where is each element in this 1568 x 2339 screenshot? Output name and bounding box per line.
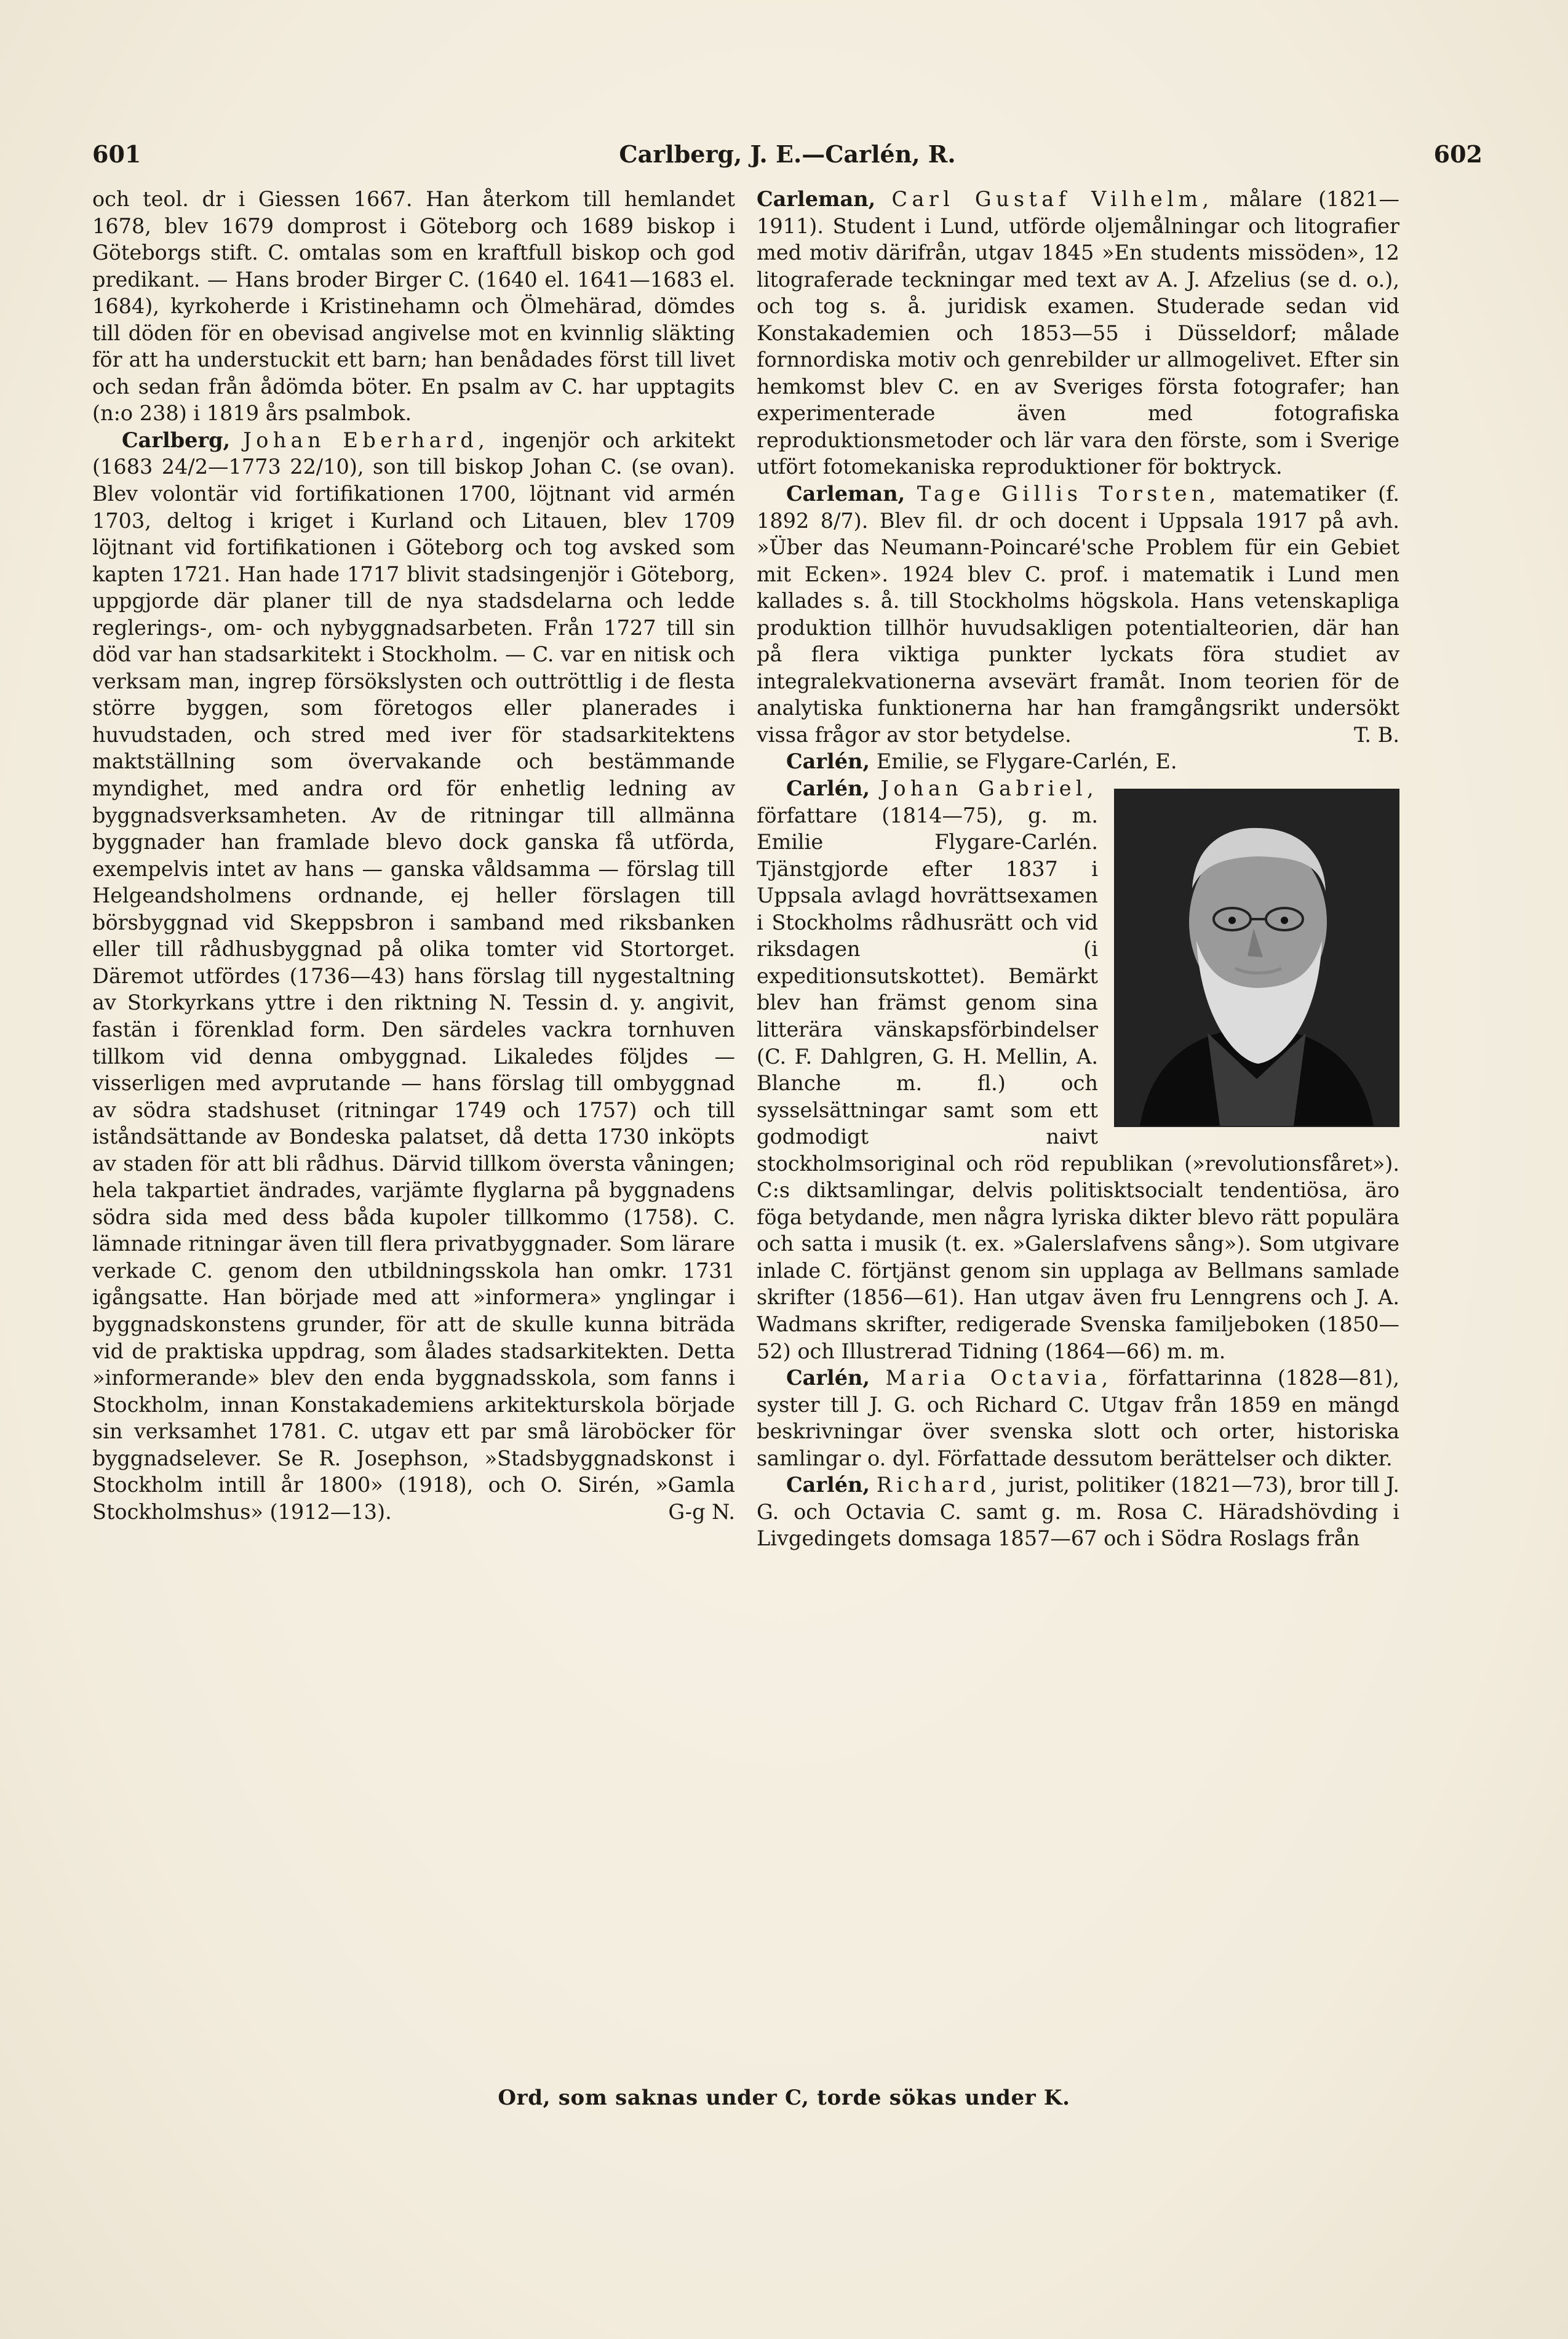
entry-headword: Carlén,: [786, 1366, 870, 1390]
left-column: [92, 186, 735, 2062]
article-entry: [757, 1365, 1399, 1472]
entry-text: och teol. dr i Giessen 1667. Han återkom till hemlandet 1678, blev 1679 domprost i Göteborg och 1689 biskop i Göteborgs stift. C. omtalas som en kraftfull biskop och god predikant. — Hans broder Birger C. (1640 el. 1641—1683 el. 1684), kyrkoherde i Kristinehamn och Ölmehärad, dömdes till döden för en obevisad angivelse mot en kvinnlig släkting för att ha understuckit ett barn; han benådades först till livet och sedan från ådömda böter. En psalm av C. har upptagits (n:o 238) i 1819 års psalmbok.: [92, 187, 735, 426]
entry-name-spaced: Maria Octavia,: [885, 1366, 1113, 1390]
article-entry: [757, 480, 1399, 748]
entry-headword: Carleman,: [757, 187, 876, 211]
entry-name-spaced: Johan Eberhard,: [243, 428, 490, 452]
author-signature: G-g N.: [668, 1499, 735, 1524]
entry-name-spaced: Johan Gabriel,: [880, 776, 1098, 801]
page-number-right: 602: [1433, 140, 1482, 168]
entry-name-spaced: Tage Gillis Torsten,: [917, 482, 1220, 506]
entry-headword: Carleman,: [786, 482, 905, 506]
entry-headword: Carlén,: [786, 776, 870, 801]
page-number-left: 601: [92, 140, 141, 168]
page-header: [92, 140, 1482, 177]
right-column: [757, 186, 1399, 2062]
entry-text: författarinna (1828—81), syster till J. G. och Richard C. Utgav från 1859 en mängd beskrivningar över svenska slott och orter, historiska samlingar o. dyl. Författade dessutom berättelser och dikter.: [757, 1366, 1399, 1470]
author-signature: T. B.: [1354, 722, 1399, 747]
entry-text: målare (1821—1911). Student i Lund, utförde oljemålningar och litografier med motiv därifrån, utgav 1845 »En students missöden», 12 litograferade teckningar med text av A. J. Afzelius (se d. o.), och tog s. å. juridisk examen. Studerade sedan vid Konstakademien och 1853—55 i Düsseldorf; målade fornnordiska motiv och genrebilder ur allmogelivet. Efter sin hemkomst blev C. en av Sveriges första fotografer; han experimenterade även med fotografiska reproduktionsmetoder och lär vara den förste, som i Sverige utfört fotomekaniska reproduktioner för boktryck.: [757, 187, 1399, 479]
entry-name-spaced: Richard,: [876, 1473, 1002, 1497]
article-entry: [757, 1472, 1399, 1552]
entry-text: matematiker (f. 1892 8/7). Blev fil. dr och docent i Uppsala 1917 på avh. »Über das Neumann-Poincaré'sche Problem für ein Gebiet mit Ecken». 1924 blev C. prof. i matematik i Lund men kallades s. å. till Stockholms högskola. Hans vetenskapliga produktion tillhör huvudsakligen potentialteorien, där han på flera viktiga punkter lyckats föra studiet av integralekvationerna avsevärt framåt. Inom teorien för de analytiska funktionerna har han framgångsrikt undersökt vissa frågor av stor betydelse.: [757, 482, 1399, 747]
entry-name-spaced: Carl Gustaf Vilhelm,: [891, 187, 1214, 211]
entry-text: Emilie, se Flygare-Carlén, E.: [876, 749, 1177, 774]
entry-text: ingenjör och arkitekt (1683 24/2—1773 22/10), son till biskop Johan C. (se ovan). Blev volontär vid fortifikationen 1700, löjtnant vid armén 1703, deltog i kriget i Kurland och Litauen, blev 1709 löjtnant vid fortifikationen i Göteborg och tog avsked som kapten 1721. Han hade 1717 blivit stadsingenjör i Göteborg, uppgjorde där planer till de nya stadsdelarna och ledde reglerings-, om- och nybyggnadsarbeten. Från 1727 till sin död var han stadsarkitekt i Stockholm. — C. var en nitisk och verksam man, ingrep försökslysten och outtröttlig i de flesta större byggen, som företogos eller planerades i huvudstaden, och stred med iver för stadsarkitektens maktställning som övervakande och bestämmande myndighet, med andra ord för enhetlig ledning av byggnadsverksamheten. Av de ritningar till allmänna byggnader han framlade blevo dock ganska få utförda, exempelvis intet av hans — ganska våldsamma — förslag till Helgeandsholmens ordnande, ej heller förslagen till börsbyggnad vid Skeppsbron i samband med riksbanken eller till rådhusbyggnad på olika tomter vid Stortorget. Däremot utfördes (1736—43) hans förslag till nygestaltning av Storkyrkans yttre i den riktning N. Tessin d. y. angivit, fastän i förenklad form. Den särdeles vackra tornhuven tillkom vid denna ombyggnad. Likaledes följdes — visserligen med avprutande — hans förslag till ombyggnad av södra stadshuset (ritningar 1749 och 1757) och till iståndsättande av Bondeska palatset, då detta 1730 inköpts av staden för att bli rådhus. Därvid tillkom översta våningen; hela takpartiet ändrades, varjämte flyglarna på byggnadens södra sida med dess båda kupoler tillkommo (1758). C. lämnade ritningar även till flera privatbyggnader. Som lärare verkade C. genom den utbildningsskola han omkr. 1731 igångsatte. Han började med att »informera» ynglingar i byggnadskonstens grunder, för att de skulle kunna biträda vid de praktiska uppdrag, som ålades stadsarkitekten. Detta »informerande» blev den enda byggnadsskola, som fanns i Stockholm, innan Konstakademiens arkitekturskola började sin verksamhet 1781. C. utgav ett par små läroböcker för byggnadselever. Se R. Josephson, »Stadsbyggnadskonst i Stockholm intill år 1800» (1918), och O. Sirén, »Gamla Stockholmshus» (1912—13).: [92, 428, 735, 1524]
entry-text: jurist, politiker (1821—73), bror till J. G. och Octavia C. samt g. m. Rosa C. Häradshövding i Livgedingets domsaga 1857—67 och i Södra Roslags från: [757, 1473, 1399, 1551]
entry-headword: Carlberg,: [122, 428, 231, 452]
entry-text: författare (1814—75), g. m. Emilie Flygare-Carlén. Tjänstgjorde efter 1837 i Uppsala avlagd hovrättsexamen i Stockholms rådhusrätt och vid riksdagen (i expeditionsutskottet). Bemärkt blev han främst genom sina litterära vänskapsförbindelser (C. F. Dahlgren, G. H. Mellin, A. Blanche m. fl.) och sysselsättningar samt som ett godmodigt naivt stockholmsoriginal och röd republikan (»revolutionsfåret»). C:s diktsamlingar, delvis politisktsocialt tendentiösa, äro föga betydande, men några lyriska dikter blevo rätt populära och satta i musik (t. ex. »Galerslafvens sång»). Som utgivare inlade C. förtjänst genom sin upplaga av Bellmans samlade skrifter (1856—61). Han utgav även fru Lenngrens och J. A. Wadmans skrifter, redigerade Svenska familjeboken (1850—52) och Illustrerad Tidning (1864—66) m. m.: [757, 803, 1399, 1363]
article-entry: [92, 186, 735, 427]
running-title: Carlberg, J. E.—Carlén, R.: [619, 140, 956, 168]
article-entry: [757, 748, 1399, 775]
article-entry: [757, 775, 1399, 1365]
entry-headword: Carlén,: [786, 749, 870, 774]
footer-note: Ord, som saknas under C, torde sökas under K.: [498, 2086, 1070, 2110]
portrait-photo: [1114, 789, 1399, 1127]
article-entry: [757, 186, 1399, 480]
article-entry: [92, 427, 735, 1525]
entry-headword: Carlén,: [786, 1473, 870, 1497]
